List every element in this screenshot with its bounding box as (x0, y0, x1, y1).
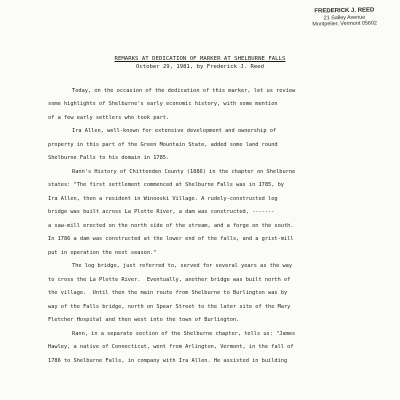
body-line: to cross the La Plotte River. Eventually, another bridge was built north of (48, 277, 291, 283)
body-line: way of the Falls bridge, north on Spear Street to the later site of the Mary (48, 304, 291, 310)
document-subtitle: October 29, 1981, by Frederick J. Reed (136, 64, 264, 70)
body-line: put in operation the next season." (48, 250, 157, 256)
body-line: a saw-mill erected on the north side of the stream, and a forge on the south. (48, 223, 294, 229)
body-line: In 1786 a dam was constructed at the lower end of the falls, and a grist-mill (48, 236, 294, 242)
body-line: Ira Allen, then a resident in Winooski Village. A rudely-constructed log (48, 196, 278, 202)
body-line: Rann's History of Chittenden County (1886) in the chapter on Shelburne (72, 169, 296, 175)
body-line: Fletcher Hospital and then west into the town of Burlington. (48, 317, 240, 323)
body-line: bridge was built across La Plotte River, a dam was constructed, ------- (48, 209, 275, 215)
body-line: some highlights of Shelburne's early economic history, with some mention (48, 101, 278, 107)
body-line: 1786 to Shelburne Falls, in company with Ira Allen. He assisted in building (48, 358, 288, 364)
document-title: REMARKS AT DEDICATION OF MARKER AT SHELBURNE FALLS (114, 56, 286, 62)
body-line: states: "The first settlement commenced at Shelburne Falls was in 1785, by (48, 182, 284, 188)
body-line: the village. Until then the main route from Shelburne to Burlington was by (48, 290, 288, 296)
address-stamp (297, 7, 392, 28)
body-line: Rann, in a separate section of the Shelburne chapter, tells us: "James (72, 331, 296, 337)
stamp-city: Montpelier, Vermont 05602 (312, 20, 377, 28)
body-line: of a few early settlers who took part. (48, 115, 170, 121)
body-line: The log bridge, just referred to, served for several years as the way (72, 263, 293, 269)
body-line: Ira Allen, well-known for extensive development and ownership of (72, 128, 277, 134)
body-line: property in this part of the Green Mountain State, added some land round (48, 142, 278, 148)
body-line: Today, on the occasion of the dedication of this marker, let us review (72, 88, 296, 94)
stamp-name: FREDERICK J. REED (314, 7, 375, 15)
stamp-street: 21 Salley Avenue (323, 14, 366, 21)
body-line: Hawley, a native of Connecticut, went from Arlington, Vermont, in the fall of (48, 344, 294, 350)
body-line: Shelburne Falls to his domain in 1785. (48, 155, 170, 161)
